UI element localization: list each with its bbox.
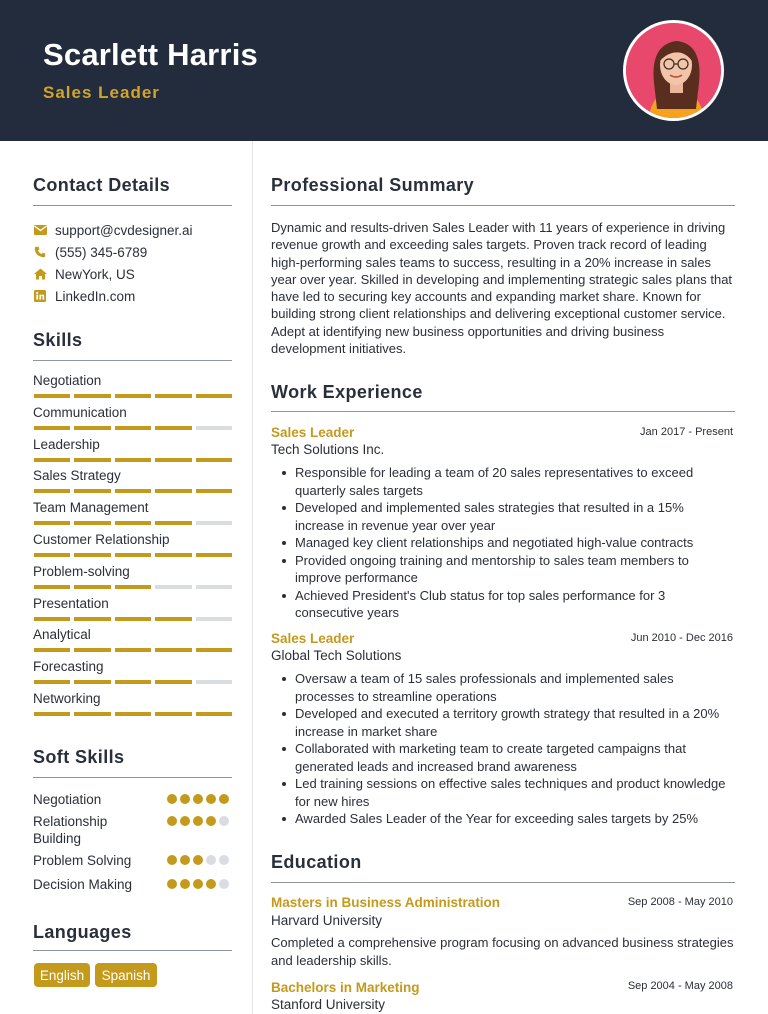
skill-level-segment bbox=[74, 648, 110, 652]
skill-label: Networking bbox=[33, 691, 101, 706]
skill-label: Team Management bbox=[33, 500, 149, 516]
skill-level-segment bbox=[115, 680, 151, 684]
soft-skills-heading: Soft Skills bbox=[33, 747, 125, 767]
summary-heading-rule bbox=[271, 205, 735, 206]
skill-level-segment bbox=[34, 458, 70, 462]
skill-label: Analytical bbox=[33, 627, 91, 643]
experience-heading: Work Experience bbox=[271, 382, 423, 402]
rating-dot bbox=[193, 855, 203, 865]
skill-level-bar bbox=[34, 426, 232, 430]
skill-level-segment bbox=[74, 553, 110, 557]
contact-heading: Contact Details bbox=[33, 175, 171, 195]
skill-level-bar bbox=[34, 521, 232, 525]
skill-level-segment bbox=[115, 521, 151, 525]
skill-level-bar bbox=[34, 648, 232, 652]
contact-linkedin-text: LinkedIn.com bbox=[55, 288, 136, 304]
skill-level-segment bbox=[74, 617, 110, 621]
job-bullets bbox=[295, 464, 735, 622]
rating-dot bbox=[219, 816, 229, 826]
rating-dot bbox=[206, 816, 216, 826]
job-bullet: Oversaw a team of 15 sales professionals and implemented sales processes to streamline operations bbox=[295, 670, 735, 705]
soft-skill-label: Decision Making bbox=[33, 877, 133, 892]
job-bullet: Led training sessions on effective sales techniques and product knowledge for new hires bbox=[295, 775, 735, 810]
home-icon bbox=[33, 267, 47, 281]
skill-label: Problem-solving bbox=[33, 563, 130, 579]
phone-icon bbox=[33, 245, 47, 259]
rating-dot bbox=[193, 879, 203, 889]
skill-level-segment bbox=[74, 585, 110, 589]
skill-level-bar bbox=[34, 712, 232, 716]
soft-skill-label: Negotiation bbox=[33, 792, 102, 807]
languages-heading-rule bbox=[33, 950, 232, 951]
skill-level-segment bbox=[115, 458, 151, 462]
skill-level-segment bbox=[196, 648, 232, 652]
rating-dot bbox=[206, 855, 216, 865]
job-bullet: Awarded Sales Leader of the Year for exceeding sales targets by 25% bbox=[295, 810, 735, 828]
linkedin-icon bbox=[33, 289, 47, 303]
skill-level-segment bbox=[196, 712, 232, 716]
skill-level-segment bbox=[196, 585, 232, 589]
skill-level-segment bbox=[115, 426, 151, 430]
skill-level-bar bbox=[34, 585, 232, 589]
job-dates: Jun 2010 - Dec 2016 bbox=[630, 632, 733, 644]
skill-level-segment bbox=[74, 489, 110, 493]
experience-heading-rule bbox=[271, 411, 735, 412]
skills-heading: Skills bbox=[33, 330, 83, 350]
contact-location bbox=[33, 265, 135, 283]
rating-dot bbox=[167, 879, 177, 889]
skill-level-bar bbox=[34, 680, 232, 684]
candidate-title: Sales Leader bbox=[43, 83, 160, 102]
summary-heading: Professional Summary bbox=[271, 175, 475, 195]
skill-level-segment bbox=[115, 394, 151, 398]
job-company: Global Tech Solutions bbox=[271, 648, 402, 663]
summary-text: Dynamic and results-driven Sales Leader with 11 years of experience in driving revenue growth and exceeding sales targets. Proven track record of leading high-performing sales teams to success, resulting in a 20% increase in sales year over year. Skilled in developing and implementing strategic sales plans that have led to securing key accounts and expanding market share. Known for building strong client relationships and delivering exceptional customer service. Adept at identifying new business opportunities and driving business development initiatives. bbox=[271, 220, 733, 357]
skill-label: Forecasting bbox=[33, 659, 104, 675]
job-dates: Jan 2017 - Present bbox=[640, 426, 733, 438]
skill-level-segment bbox=[115, 648, 151, 652]
school-name: Stanford University bbox=[271, 997, 386, 1012]
skill-level-bar bbox=[34, 458, 232, 462]
skill-level-segment bbox=[155, 553, 191, 557]
rating-dot bbox=[180, 879, 190, 889]
rating-dot bbox=[167, 794, 177, 804]
degree-description: Completed a comprehensive program focusing on advanced business strategies and leadership skills. bbox=[271, 935, 734, 968]
contact-heading-rule bbox=[33, 205, 232, 206]
rating-dot bbox=[180, 816, 190, 826]
skill-level-bar bbox=[34, 617, 232, 621]
skill-level-segment bbox=[155, 680, 191, 684]
skill-level-segment bbox=[74, 521, 110, 525]
soft-skill-rating bbox=[167, 816, 229, 826]
job-bullet: Developed and implemented sales strategies that resulted in a 15% increase in revenue year over year bbox=[295, 499, 735, 534]
degree-title: Masters in Business Administration bbox=[271, 895, 501, 910]
school-name: Harvard University bbox=[271, 913, 383, 928]
skill-level-segment bbox=[74, 680, 110, 684]
skill-level-segment bbox=[196, 426, 232, 430]
job-bullet: Collaborated with marketing team to create targeted campaigns that generated leads and increased brand awareness bbox=[295, 740, 735, 775]
skill-label: Presentation bbox=[33, 595, 109, 611]
education-heading: Education bbox=[271, 852, 362, 872]
job-bullet: Provided ongoing training and mentorship to sales team members to improve performance bbox=[295, 552, 735, 587]
rating-dot bbox=[219, 879, 229, 889]
skill-level-segment bbox=[196, 521, 232, 525]
skill-level-segment bbox=[155, 648, 191, 652]
skill-level-segment bbox=[74, 712, 110, 716]
skill-level-segment bbox=[155, 489, 191, 493]
skill-level-segment bbox=[115, 553, 151, 557]
rating-dot bbox=[193, 794, 203, 804]
language-tag: English bbox=[34, 963, 90, 987]
skill-level-segment bbox=[74, 394, 110, 398]
skill-label: Sales Strategy bbox=[33, 468, 121, 484]
skill-level-segment bbox=[34, 553, 70, 557]
languages-heading: Languages bbox=[33, 922, 132, 942]
skill-level-segment bbox=[155, 521, 191, 525]
skill-level-segment bbox=[115, 712, 151, 716]
skill-level-segment bbox=[34, 489, 70, 493]
skill-level-segment bbox=[74, 426, 110, 430]
skill-level-bar bbox=[34, 553, 232, 557]
rating-dot bbox=[219, 794, 229, 804]
degree-dates: Sep 2008 - May 2010 bbox=[627, 896, 733, 908]
skill-level-segment bbox=[196, 680, 232, 684]
skill-level-segment bbox=[34, 585, 70, 589]
contact-phone-text: (555) 345-6789 bbox=[55, 244, 148, 260]
skill-level-segment bbox=[34, 394, 70, 398]
header-banner bbox=[0, 0, 768, 141]
rating-dot bbox=[193, 816, 203, 826]
skill-level-segment bbox=[34, 712, 70, 716]
skill-level-segment bbox=[34, 617, 70, 621]
skill-level-segment bbox=[34, 648, 70, 652]
job-bullets bbox=[295, 670, 735, 828]
soft-skill-rating bbox=[167, 794, 229, 804]
rating-dot bbox=[180, 855, 190, 865]
contact-phone[interactable] bbox=[33, 243, 147, 261]
skill-level-segment bbox=[196, 458, 232, 462]
skill-level-segment bbox=[34, 521, 70, 525]
soft-skills-heading-rule bbox=[33, 777, 232, 778]
skill-label: Communication bbox=[33, 404, 127, 420]
skill-level-segment bbox=[115, 617, 151, 621]
skill-level-segment bbox=[34, 680, 70, 684]
contact-linkedin[interactable] bbox=[33, 287, 135, 305]
soft-skill-rating bbox=[167, 879, 229, 889]
skill-level-segment bbox=[196, 553, 232, 557]
rating-dot bbox=[167, 816, 177, 826]
degree-title: Bachelors in Marketing bbox=[271, 980, 420, 995]
language-tag: Spanish bbox=[95, 963, 157, 987]
skill-level-segment bbox=[34, 426, 70, 430]
skills-heading-rule bbox=[33, 360, 232, 361]
column-divider bbox=[252, 141, 253, 1014]
degree-dates: Sep 2004 - May 2008 bbox=[627, 980, 733, 992]
job-bullet: Developed and executed a territory growth strategy that resulted in a 20% increase in market share bbox=[295, 705, 735, 740]
rating-dot bbox=[180, 794, 190, 804]
skill-level-segment bbox=[196, 394, 232, 398]
skill-level-segment bbox=[155, 585, 191, 589]
job-title: Sales Leader bbox=[271, 425, 355, 440]
skill-level-segment bbox=[74, 458, 110, 462]
skill-level-segment bbox=[155, 394, 191, 398]
job-bullet: Responsible for leading a team of 20 sales representatives to exceed quarterly sales targets bbox=[295, 464, 735, 499]
education-heading-rule bbox=[271, 882, 735, 883]
soft-skill-label: Relationship Building bbox=[33, 814, 108, 846]
soft-skill-rating bbox=[167, 855, 229, 865]
candidate-name: Scarlett Harris bbox=[43, 37, 258, 72]
rating-dot bbox=[167, 855, 177, 865]
profile-photo bbox=[623, 20, 724, 121]
contact-location-text: NewYork, US bbox=[55, 266, 135, 282]
job-bullet: Managed key client relationships and negotiated high-value contracts bbox=[295, 534, 735, 552]
skill-label: Negotiation bbox=[33, 373, 102, 388]
envelope-icon bbox=[33, 223, 47, 237]
skill-label: Customer Relationship bbox=[33, 532, 170, 547]
rating-dot bbox=[206, 794, 216, 804]
contact-email-text: support@cvdesigner.ai bbox=[55, 222, 193, 238]
skill-level-segment bbox=[196, 489, 232, 493]
skill-level-segment bbox=[115, 489, 151, 493]
rating-dot bbox=[206, 879, 216, 889]
skill-level-bar bbox=[34, 394, 232, 398]
job-bullet: Achieved President's Club status for top sales performance for 3 consecutive years bbox=[295, 587, 735, 622]
soft-skill-label: Problem Solving bbox=[33, 853, 132, 868]
rating-dot bbox=[219, 855, 229, 865]
contact-email[interactable] bbox=[33, 221, 193, 239]
skill-level-bar bbox=[34, 489, 232, 493]
skill-level-segment bbox=[155, 426, 191, 430]
skill-level-segment bbox=[155, 617, 191, 621]
job-company: Tech Solutions Inc. bbox=[271, 442, 385, 457]
skill-level-segment bbox=[115, 585, 151, 589]
job-title: Sales Leader bbox=[271, 631, 355, 646]
skill-level-segment bbox=[155, 712, 191, 716]
skill-label: Leadership bbox=[33, 436, 100, 452]
skill-level-segment bbox=[196, 617, 232, 621]
skill-level-segment bbox=[155, 458, 191, 462]
